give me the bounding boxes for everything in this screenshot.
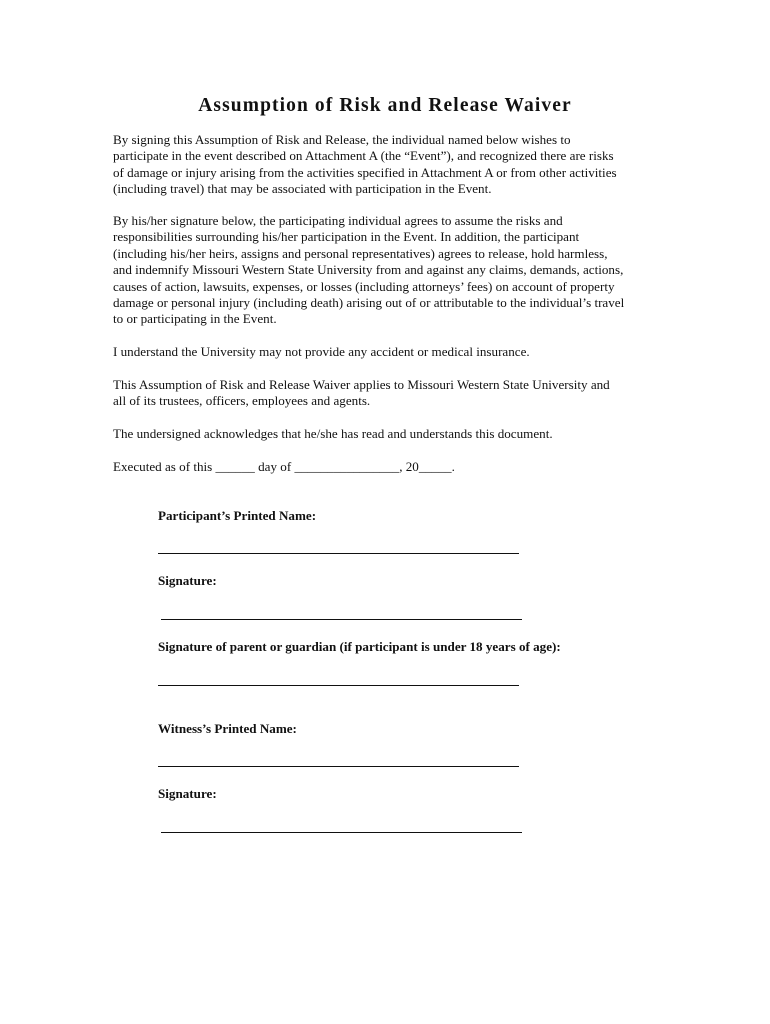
text-line: damage or personal injury (including death) arising out of or attributable to the individual’s travel (113, 295, 625, 311)
text-line: and indemnify Missouri Western State University from and against any claims, demands, actions, (113, 262, 624, 278)
executed-date-line: Executed as of this ______ day of ________________, 20_____. (113, 459, 455, 474)
text-line: causes of action, lawsuits, expenses, or losses (including attorneys’ fees) on account of property (113, 278, 615, 294)
paragraph-intro (113, 132, 658, 198)
participant-signature-field[interactable] (161, 619, 522, 620)
guardian-signature-field[interactable] (158, 685, 519, 686)
text-line: responsibilities surrounding his/her participation in the Event. In addition, the participant (113, 229, 580, 245)
text-line: This Assumption of Risk and Release Waiver applies to Missouri Western State University and (113, 377, 610, 392)
text-line: (including his/her heirs, assigns and personal representatives) agrees to release, hold harmless, (113, 245, 608, 261)
participant-name-field[interactable] (158, 553, 519, 554)
paragraph-release (113, 213, 658, 328)
participant-name-label: Participant’s Printed Name: (158, 508, 317, 523)
paragraph-insurance: I understand the University may not provide any accident or medical insurance. (113, 344, 530, 359)
text-line: to or participating in the Event. (113, 311, 277, 327)
witness-name-field[interactable] (158, 766, 519, 767)
witness-name-label: Witness’s Printed Name: (158, 721, 297, 736)
document-title: Assumption of Risk and Release Waiver (198, 95, 572, 116)
participant-signature-label: Signature: (158, 573, 217, 588)
text-line: By his/her signature below, the participating individual agrees to assume the risks and (113, 213, 563, 228)
paragraph-applicability (113, 377, 658, 410)
text-line: participate in the event described on Attachment A (the “Event”), and recognized there are risks (113, 148, 614, 164)
guardian-signature-label: Signature of parent or guardian (if participant is under 18 years of age): (158, 639, 561, 654)
text-line: By signing this Assumption of Risk and Release, the individual named below wishes to (113, 132, 571, 147)
text-line: of damage or injury arising from the activities specified in Attachment A or from other activities (113, 164, 617, 180)
witness-signature-label: Signature: (158, 786, 217, 801)
text-line: all of its trustees, officers, employees and agents. (113, 393, 371, 409)
text-line: (including travel) that may be associated with participation in the Event. (113, 181, 492, 197)
witness-signature-field[interactable] (161, 832, 522, 833)
paragraph-acknowledgement: The undersigned acknowledges that he/she has read and understands this document. (113, 426, 553, 441)
